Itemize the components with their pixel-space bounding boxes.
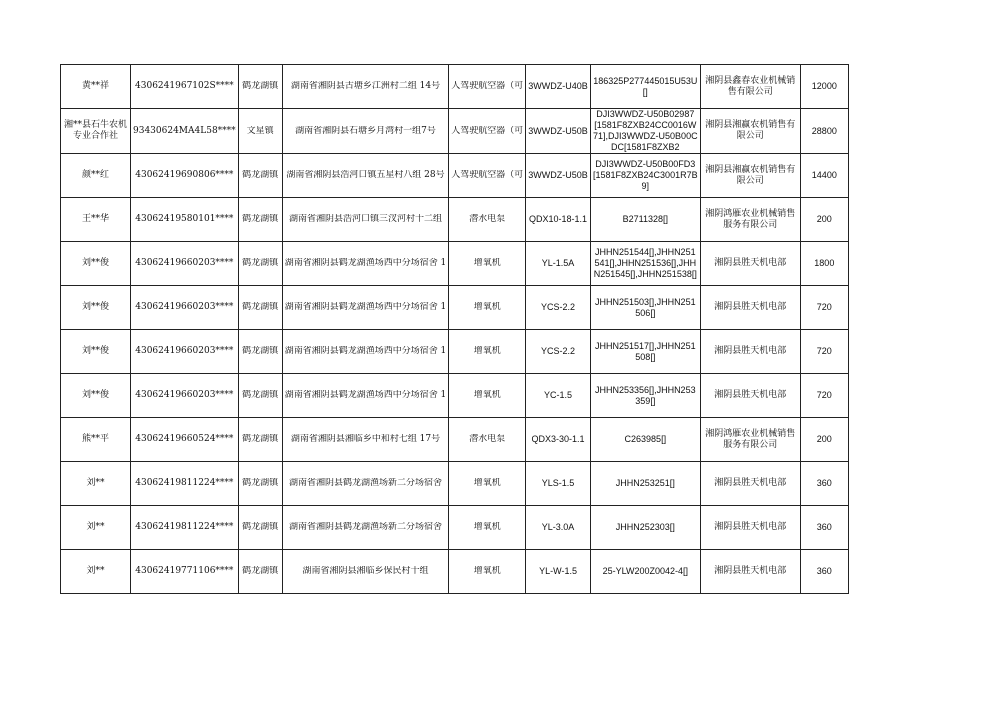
model-cell xyxy=(526,506,591,550)
model-cell-text: 3WWDZ-U50B xyxy=(528,170,588,180)
serial-number-cell-text: DJI3WWDZ-U50B00FD3[1581F8ZXB24C3001R7B9] xyxy=(593,159,698,191)
name-cell xyxy=(61,418,131,462)
name-cell-text: 刘** xyxy=(86,522,105,532)
dealer-cell xyxy=(700,198,800,242)
model-cell xyxy=(526,374,591,418)
id-number-cell-text: 43062419811224**** xyxy=(135,478,234,488)
serial-number-cell xyxy=(590,330,700,374)
id-number-cell xyxy=(131,330,239,374)
dealer-cell xyxy=(700,330,800,374)
dealer-cell xyxy=(700,286,800,330)
name-cell-text: 刘**俊 xyxy=(81,302,109,312)
amount-cell xyxy=(800,198,848,242)
township-cell-text: 鹤龙湖镇 xyxy=(242,390,279,400)
dealer-cell-text: 湘阴县胜天机电部 xyxy=(714,258,787,268)
amount-cell-text: 720 xyxy=(816,346,832,356)
dealer-cell-text: 湘阴县鑫春农业机械销售有限公司 xyxy=(705,75,796,97)
serial-number-cell xyxy=(590,242,700,286)
township-cell-text: 鹤龙湖镇 xyxy=(242,346,279,356)
id-number-cell xyxy=(131,462,239,506)
id-number-cell-text: 43062419660203**** xyxy=(135,346,234,356)
table-row xyxy=(61,506,849,550)
id-number-cell-text: 43062419690806**** xyxy=(135,170,234,180)
name-cell xyxy=(61,286,131,330)
address-cell xyxy=(282,154,449,198)
name-cell-text: 黄**祥 xyxy=(81,81,109,91)
serial-number-cell-text: JHHN251503[],JHHN251506[] xyxy=(595,296,696,318)
table-row xyxy=(61,65,849,109)
serial-number-cell-text: JHHN253251[] xyxy=(615,478,675,488)
id-number-cell xyxy=(131,154,239,198)
machine-type-cell xyxy=(449,330,526,374)
name-cell-text: 熊**平 xyxy=(81,434,109,444)
name-cell xyxy=(61,242,131,286)
table-row xyxy=(61,418,849,462)
township-cell-text: 鹤龙湖镇 xyxy=(242,214,279,224)
id-number-cell-text: 43062419811224**** xyxy=(135,522,234,532)
serial-number-cell xyxy=(590,550,700,594)
model-cell-text: YL-3.0A xyxy=(541,522,575,532)
township-cell xyxy=(238,374,282,418)
amount-cell-text: 720 xyxy=(816,390,832,400)
machine-type-cell-text: 潜水电泵 xyxy=(469,214,506,224)
township-cell xyxy=(238,550,282,594)
township-cell xyxy=(238,330,282,374)
dealer-cell xyxy=(700,154,800,198)
model-cell xyxy=(526,65,591,109)
serial-number-cell-text: DJI3WWDZ-U50B02987[1581F8ZXB24CC0016W71],DJI3WWDZ-U50B00CDC[1581F8ZXB2 xyxy=(593,109,698,152)
model-cell xyxy=(526,109,591,154)
machine-type-cell-text: 人驾驶航空器（可 xyxy=(451,170,524,180)
id-number-cell-text: 43062419660524**** xyxy=(135,434,234,444)
model-cell-text: QDX10-18-1.1 xyxy=(529,214,588,224)
address-cell xyxy=(282,198,449,242)
machine-type-cell xyxy=(449,242,526,286)
model-cell xyxy=(526,242,591,286)
model-cell-text: YCS-2.2 xyxy=(541,302,576,312)
table-body xyxy=(61,65,849,594)
table-row xyxy=(61,242,849,286)
table-row xyxy=(61,286,849,330)
serial-number-cell xyxy=(590,109,700,154)
serial-number-cell xyxy=(590,418,700,462)
id-number-cell xyxy=(131,286,239,330)
address-cell-text: 湖南省湘阴县鹤龙湖渔场西中分场宿舍 1 xyxy=(284,258,447,268)
township-cell-text: 鹤龙湖镇 xyxy=(242,302,279,312)
township-cell xyxy=(238,154,282,198)
model-cell xyxy=(526,154,591,198)
name-cell-text: 颜**红 xyxy=(81,170,109,180)
name-cell xyxy=(61,330,131,374)
machine-type-cell-text: 增氧机 xyxy=(473,566,501,576)
amount-cell xyxy=(800,242,848,286)
amount-cell xyxy=(800,506,848,550)
name-cell xyxy=(61,462,131,506)
model-cell-text: YLS-1.5 xyxy=(541,478,575,488)
machine-type-cell xyxy=(449,109,526,154)
machine-type-cell-text: 潜水电泵 xyxy=(469,434,506,444)
table-row xyxy=(61,374,849,418)
dealer-cell-text: 湘阴县胜天机电部 xyxy=(714,566,787,576)
township-cell xyxy=(238,462,282,506)
machine-type-cell xyxy=(449,154,526,198)
name-cell xyxy=(61,198,131,242)
dealer-cell xyxy=(700,506,800,550)
serial-number-cell-text: JHHN252303[] xyxy=(615,522,675,532)
township-cell-text: 文星镇 xyxy=(246,125,274,136)
dealer-cell xyxy=(700,550,800,594)
model-cell xyxy=(526,330,591,374)
amount-cell-text: 1800 xyxy=(814,258,835,268)
machine-type-cell-text: 人驾驶航空器（可 xyxy=(451,125,524,136)
model-cell-text: YC-1.5 xyxy=(544,390,573,400)
address-cell-text: 湖南省湘阴县浩河口镇五星村八组 28号 xyxy=(286,170,445,180)
dealer-cell xyxy=(700,109,800,154)
model-cell-text: 3WWDZ-U50B xyxy=(528,125,588,136)
model-cell xyxy=(526,418,591,462)
dealer-cell-text: 湘阴鸿雁农业机械销售服务有限公司 xyxy=(705,428,796,450)
township-cell xyxy=(238,286,282,330)
amount-cell xyxy=(800,418,848,462)
name-cell xyxy=(61,374,131,418)
name-cell-text: 刘**俊 xyxy=(81,346,109,356)
machine-type-cell xyxy=(449,198,526,242)
address-cell-text: 湖南省湘阴县鹤龙湖渔场西中分场宿舍 1 xyxy=(284,390,447,400)
dealer-cell-text: 湘阴县胜天机电部 xyxy=(714,346,787,356)
amount-cell xyxy=(800,330,848,374)
amount-cell-text: 360 xyxy=(816,478,832,488)
amount-cell-text: 14400 xyxy=(811,170,837,180)
address-cell xyxy=(282,109,449,154)
name-cell xyxy=(61,65,131,109)
dealer-cell-text: 湘阴县湘赢农机销售有限公司 xyxy=(705,164,796,186)
machine-type-cell xyxy=(449,65,526,109)
amount-cell xyxy=(800,65,848,109)
name-cell xyxy=(61,506,131,550)
dealer-cell-text: 湘阴鸿雁农业机械销售服务有限公司 xyxy=(705,208,796,230)
id-number-cell xyxy=(131,550,239,594)
serial-number-cell-text: 25-YLW200Z0042-4[] xyxy=(602,566,688,576)
amount-cell-text: 360 xyxy=(816,566,832,576)
dealer-cell xyxy=(700,65,800,109)
table-row xyxy=(61,550,849,594)
address-cell xyxy=(282,462,449,506)
amount-cell xyxy=(800,462,848,506)
model-cell xyxy=(526,462,591,506)
address-cell xyxy=(282,418,449,462)
table-row xyxy=(61,154,849,198)
amount-cell-text: 12000 xyxy=(811,81,837,91)
address-cell-text: 湖南省湘阴县鹤龙湖渔场西中分场宿舍 1 xyxy=(284,346,447,356)
model-cell-text: QDX3-30-1.1 xyxy=(531,434,585,444)
address-cell-text: 湖南省湘阴县鹤龙湖渔场新二分场宿舍 xyxy=(288,478,442,488)
amount-cell xyxy=(800,374,848,418)
model-cell-text: YL-1.5A xyxy=(541,258,575,268)
name-cell-text: 刘**俊 xyxy=(81,258,109,268)
machine-type-cell xyxy=(449,374,526,418)
township-cell xyxy=(238,198,282,242)
township-cell xyxy=(238,418,282,462)
address-cell xyxy=(282,506,449,550)
model-cell xyxy=(526,198,591,242)
machine-type-cell-text: 增氧机 xyxy=(473,258,501,268)
township-cell-text: 鹤龙湖镇 xyxy=(242,478,279,488)
id-number-cell-text: 43062419660203**** xyxy=(135,258,234,268)
address-cell-text: 湖南省湘阴县湘临乡保民村十组 xyxy=(302,566,429,576)
address-cell xyxy=(282,286,449,330)
serial-number-cell xyxy=(590,198,700,242)
township-cell-text: 鹤龙湖镇 xyxy=(242,81,279,91)
machine-type-cell xyxy=(449,462,526,506)
machine-type-cell xyxy=(449,550,526,594)
township-cell xyxy=(238,65,282,109)
id-number-cell xyxy=(131,198,239,242)
address-cell xyxy=(282,550,449,594)
township-cell xyxy=(238,506,282,550)
amount-cell xyxy=(800,550,848,594)
amount-cell xyxy=(800,109,848,154)
name-cell-text: 刘**俊 xyxy=(81,390,109,400)
serial-number-cell xyxy=(590,154,700,198)
machine-type-cell-text: 增氧机 xyxy=(473,302,501,312)
serial-number-cell-text: 186325P277445015U53U[] xyxy=(593,75,698,97)
serial-number-cell-text: C263985[] xyxy=(624,434,667,444)
id-number-cell-text: 43062419580101**** xyxy=(135,214,234,224)
amount-cell-text: 28800 xyxy=(811,125,837,136)
dealer-cell-text: 湘阴县胜天机电部 xyxy=(714,390,787,400)
machine-type-cell-text: 增氧机 xyxy=(473,346,501,356)
table-row xyxy=(61,109,849,154)
serial-number-cell-text: B2711328[] xyxy=(622,214,668,224)
id-number-cell xyxy=(131,242,239,286)
dealer-cell xyxy=(700,242,800,286)
dealer-cell xyxy=(700,418,800,462)
id-number-cell xyxy=(131,418,239,462)
address-cell xyxy=(282,374,449,418)
id-number-cell xyxy=(131,109,239,154)
name-cell xyxy=(61,109,131,154)
address-cell-text: 湖南省湘阴县鹤龙湖渔场西中分场宿舍 1 xyxy=(284,302,447,312)
address-cell-text: 湖南省湘阴县浩河口镇三汊河村十二组 xyxy=(288,214,442,224)
address-cell xyxy=(282,65,449,109)
id-number-cell-text: 43062419660203**** xyxy=(135,302,234,312)
id-number-cell xyxy=(131,374,239,418)
table-row xyxy=(61,330,849,374)
name-cell-text: 刘** xyxy=(86,478,105,488)
name-cell-text: 湘**县石牛农机专业合作社 xyxy=(63,120,127,141)
serial-number-cell xyxy=(590,286,700,330)
township-cell-text: 鹤龙湖镇 xyxy=(242,258,279,268)
address-cell-text: 湖南省湘阴县古塘乡江洲村二组 14号 xyxy=(290,81,441,91)
amount-cell-text: 200 xyxy=(816,434,832,444)
address-cell xyxy=(282,242,449,286)
subsidy-table xyxy=(60,64,849,594)
dealer-cell-text: 湘阴县胜天机电部 xyxy=(714,478,787,488)
address-cell xyxy=(282,330,449,374)
dealer-cell-text: 湘阴县胜天机电部 xyxy=(714,302,787,312)
address-cell-text: 湖南省湘阴县鹤龙湖渔场新二分场宿舍 xyxy=(288,522,442,532)
machine-type-cell xyxy=(449,506,526,550)
model-cell-text: 3WWDZ-U40B xyxy=(528,81,588,91)
table-row xyxy=(61,462,849,506)
name-cell-text: 王**华 xyxy=(81,214,109,224)
id-number-cell-text: 4306241967102S**** xyxy=(135,81,234,91)
address-cell-text: 湖南省湘阴县湘临乡中和村七组 17号 xyxy=(290,434,441,444)
model-cell xyxy=(526,286,591,330)
model-cell xyxy=(526,550,591,594)
address-cell-text: 湖南省湘阴县石塘乡月湾村一组7号 xyxy=(295,125,436,136)
machine-type-cell-text: 增氧机 xyxy=(473,390,501,400)
township-cell-text: 鹤龙湖镇 xyxy=(242,434,279,444)
machine-type-cell-text: 增氧机 xyxy=(473,522,501,532)
dealer-cell xyxy=(700,462,800,506)
township-cell xyxy=(238,242,282,286)
serial-number-cell-text: JHHN251517[],JHHN251508[] xyxy=(595,340,696,362)
dealer-cell xyxy=(700,374,800,418)
name-cell xyxy=(61,550,131,594)
township-cell-text: 鹤龙湖镇 xyxy=(242,170,279,180)
machine-type-cell xyxy=(449,418,526,462)
id-number-cell xyxy=(131,506,239,550)
machine-type-cell-text: 增氧机 xyxy=(473,478,501,488)
machine-type-cell-text: 人驾驶航空器（可 xyxy=(451,81,524,91)
serial-number-cell-text: JHHN253356[],JHHN253359[] xyxy=(595,384,696,406)
township-cell-text: 鹤龙湖镇 xyxy=(242,522,279,532)
township-cell-text: 鹤龙湖镇 xyxy=(242,566,279,576)
serial-number-cell xyxy=(590,65,700,109)
serial-number-cell xyxy=(590,374,700,418)
amount-cell-text: 200 xyxy=(816,214,832,224)
id-number-cell-text: 93430624MA4L58**** xyxy=(133,125,236,136)
dealer-cell-text: 湘阴县胜天机电部 xyxy=(714,522,787,532)
id-number-cell-text: 43062419660203**** xyxy=(135,390,234,400)
amount-cell-text: 360 xyxy=(816,522,832,532)
township-cell xyxy=(238,109,282,154)
amount-cell xyxy=(800,286,848,330)
amount-cell-text: 720 xyxy=(816,302,832,312)
table-row xyxy=(61,198,849,242)
dealer-cell-text: 湘阴县湘赢农机销售有限公司 xyxy=(705,120,796,141)
name-cell xyxy=(61,154,131,198)
name-cell-text: 刘** xyxy=(86,566,105,576)
serial-number-cell xyxy=(590,462,700,506)
machine-type-cell xyxy=(449,286,526,330)
model-cell-text: YCS-2.2 xyxy=(541,346,576,356)
serial-number-cell xyxy=(590,506,700,550)
model-cell-text: YL-W-1.5 xyxy=(539,566,577,576)
id-number-cell-text: 43062419771106**** xyxy=(135,566,234,576)
serial-number-cell-text: JHHN251544[],JHHN251541[],JHHN251536[],JHHN251545[],JHHN251538[] xyxy=(593,247,697,279)
amount-cell xyxy=(800,154,848,198)
id-number-cell xyxy=(131,65,239,109)
